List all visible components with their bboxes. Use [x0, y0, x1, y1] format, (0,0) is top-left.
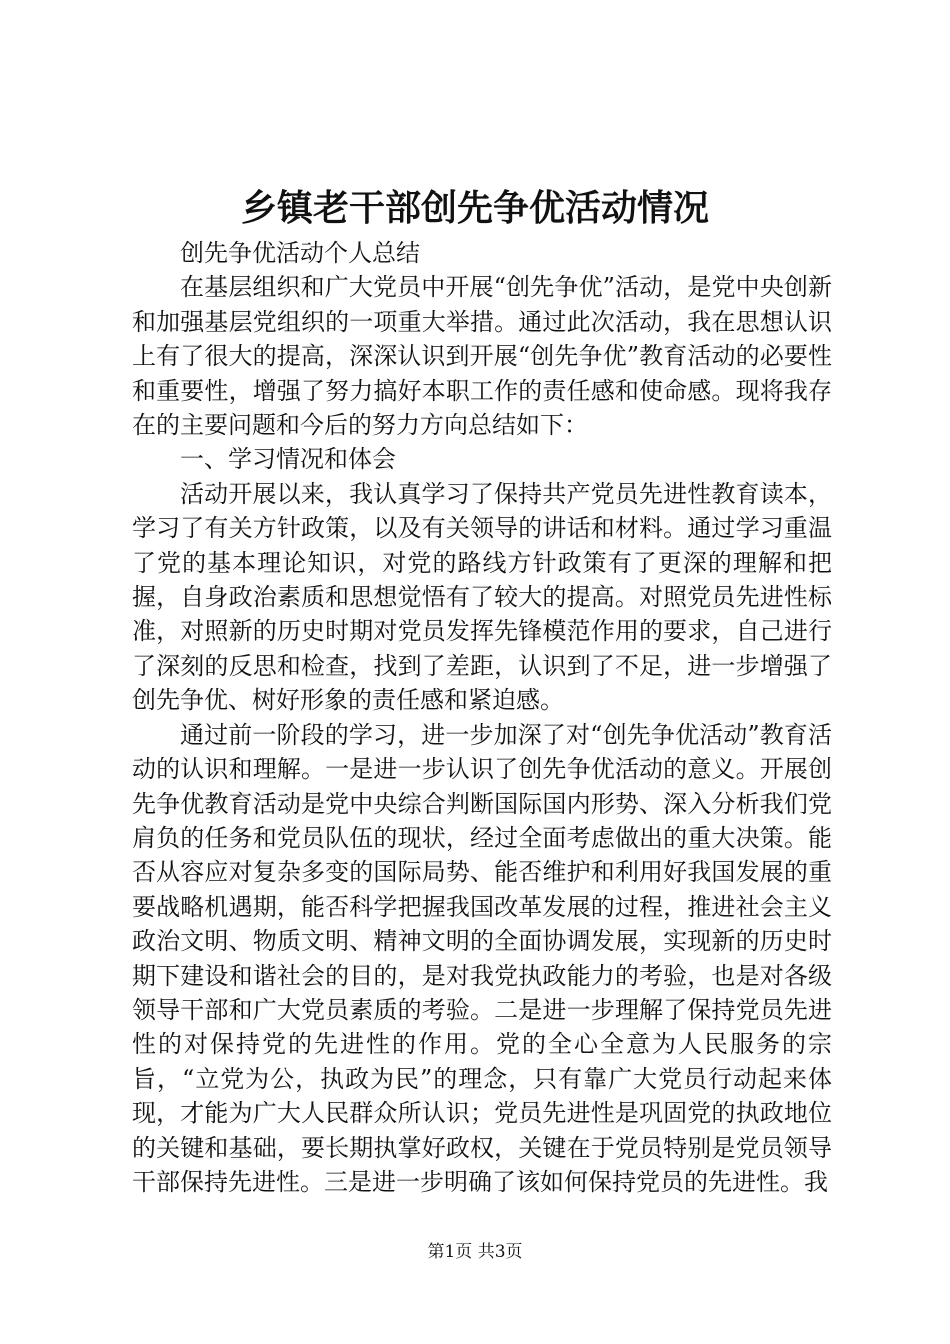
section-heading: 一、学习情况和体会 — [180, 445, 396, 474]
body-paragraph: 通过前一阶段的学习，进一步加深了对“创先争优活动”教育活动的认识和理解。一是进一步认识了创先争优活动的意义。开展创先争优教育活动是党中央综合判断国际国内形势、深入分析我们党肩负的任务和党员队伍的现状，经过全面考虑做出的重大决策。能否从容应对复杂多变的国际局势、能否维护和利用好我国发展的重要战略机遇期，能否科学把握我国改革发展的过程，推进社会主义政治文明、物质文明、精神文明的全面协调发展，实现新的历史时期下建设和谐社会的目的，是对我党执政能力的考验，也是对各级领导干部和广大党员素质的考验。二是进一步理解了保持党员先进性的对保持党的先进性的作用。党的全心全意为人民服务的宗旨，“立党为公，执政为民”的理念，只有靠广大党员行动起来体现，才能为广大人民群众所认识；党员先进性是巩固党的执政地位的关键和基础，要长期执掌好政权，关键在于党员特别是党员领导干部保持先进性。三是进一步明确了该如何保持党员的先进性。我 — [132, 720, 832, 1196]
subtitle-paragraph: 创先争优活动个人总结 — [180, 239, 420, 267]
page-footer: 第1页 共3页 — [427, 1242, 523, 1262]
document-body — [132, 236, 832, 1199]
body-paragraph: 活动开展以来，我认真学习了保持共产党员先进性教育读本，学习了有关方针政策，以及有关领导的讲话和材料。通过学习重温了党的基本理论知识，对党的路线方针政策有了更深的理解和把握，自身政治素质和思想觉悟有了较大的提高。对照党员先进性标准，对照新的历史时期对党员发挥先锋模范作用的要求，自己进行了深刻的反思和检查，找到了差距，认识到了不足，进一步增强了创先争优、树好形象的责任感和紧迫感。 — [132, 479, 832, 715]
document-title: 乡镇老干部创先争优活动情况 — [240, 187, 709, 229]
intro-paragraph: 在基层组织和广大党员中开展“创先争优”活动，是党中央创新和加强基层党组织的一项重大举措。通过此次活动，我在思想认识上有了很大的提高，深深认识到开展“创先争优”教育活动的必要性和重要性，增强了努力搞好本职工作的责任感和使命感。现将我存在的主要问题和今后的努力方向总结如下： — [132, 273, 832, 440]
